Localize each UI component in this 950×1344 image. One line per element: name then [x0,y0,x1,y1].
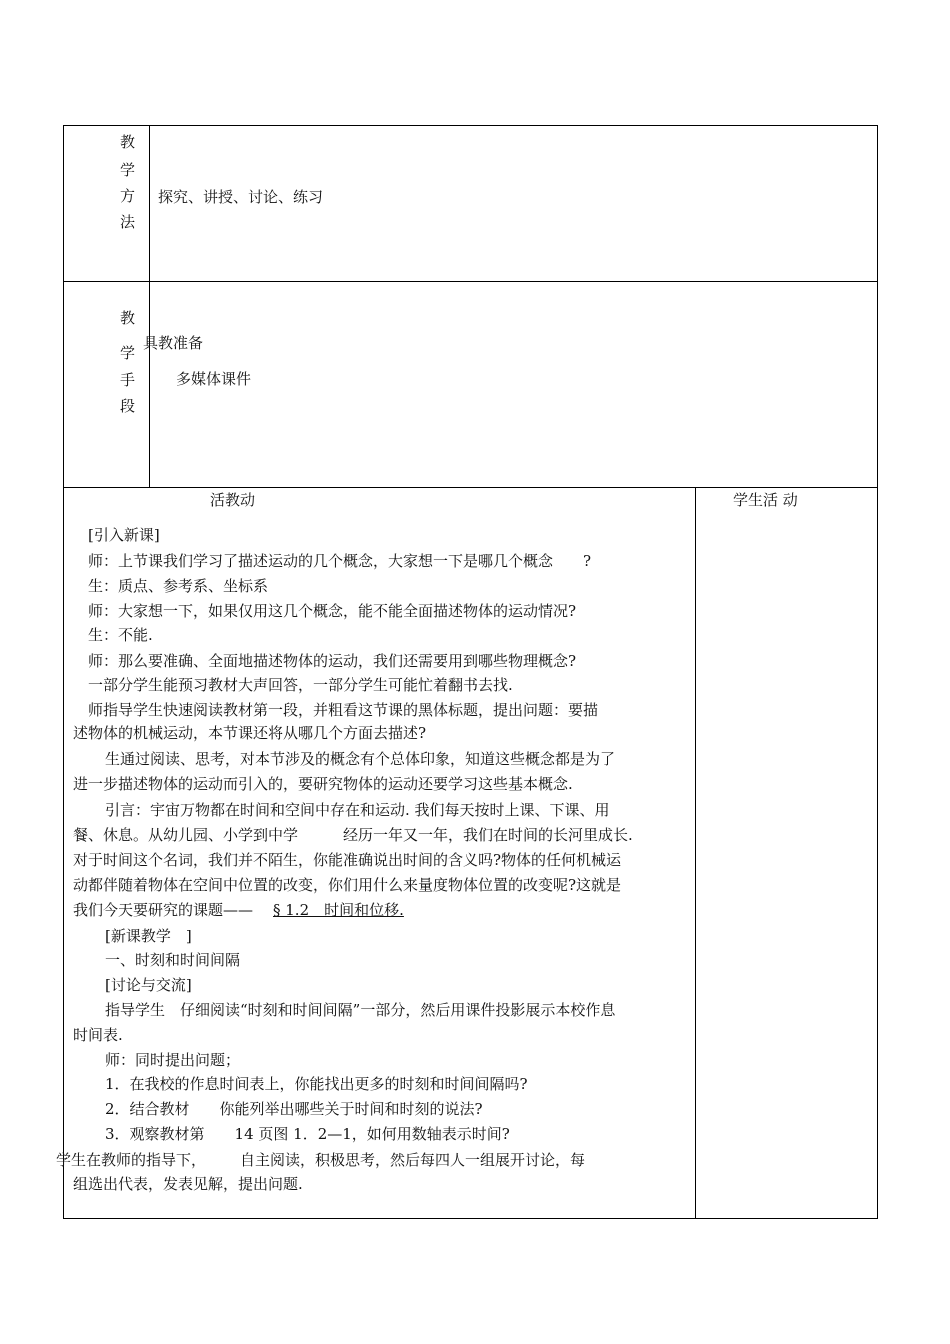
body-line: 师：大家想一下，如果仅用这几个概念，能不能全面描述物体的运动情况? [88,602,577,620]
means-label-char: 学 [120,344,136,362]
body-line: 师：上节课我们学习了描述运动的几个概念，大家想一下是哪几个概念 ? [88,552,592,570]
body-line: [新课教学 ] [105,927,192,945]
body-line: 组选出代表，发表见解，提出问题. [73,1175,303,1193]
body-line: 3．观察教材第 14 页图 1．2—1，如何用数轴表示时间? [105,1125,510,1143]
body-line: 一、时刻和时间间隔 [105,951,241,969]
method-label-char: 教 [120,133,136,151]
body-line: 时间表. [73,1026,123,1044]
body-line: 动都伴随着物体在空间中位置的改变，你们用什么来量度物体位置的改变呢?这就是 [73,876,622,894]
method-label-char: 学 [120,161,136,179]
body-line: 自主阅读，积极思考，然后每四人一组展开讨论，每 [240,1151,586,1169]
body-line: 对于时间这个名词，我们并不陌生，你能准确说出时间的含义吗?物体的任何机械运 [73,851,622,869]
body-line: 我们今天要研究的课题—— [73,901,254,919]
body-line: 学生在教师的指导下， [56,1151,207,1169]
lesson-title-link: § 1.2 时间和位移. [273,901,404,919]
body-line: [讨论与交流] [105,976,192,994]
body-line: [引入新课] [88,526,160,544]
body-line: 生：不能. [88,626,153,644]
body-line: 一部分学生能预习教材大声回答，一部分学生可能忙着翻书去找. [88,676,513,694]
body-line: 师：同时提出问题； [105,1051,241,1069]
method-label-char: 方 [120,187,136,205]
row-divider-1 [63,281,878,282]
row-divider-2 [63,487,878,488]
teacher-activity-header: 活教动 [210,491,256,509]
body-line: 师：那么要准确、全面地描述物体的运动，我们还需要用到哪些物理概念? [88,652,577,670]
method-value: 探究、讲授、讨论、练习 [158,188,324,206]
method-label-char: 法 [120,213,136,231]
body-line: 指导学生 仔细阅读“时刻和时间间隔”一部分，然后用课件投影展示本校作息 [105,1001,616,1019]
means-overlap-text: 具教准备 [143,334,204,352]
body-line: 引言：宇宙万物都在时间和空间中存在和运动. 我们每天按时上课、下课、用 [105,801,610,819]
table-border-right [877,125,878,1219]
means-label-char: 段 [120,397,136,415]
table-border-top [63,125,878,126]
body-line: 生通过阅读、思考，对本节涉及的概念有个总体印象，知道这些概念都是为了 [105,750,616,768]
body-line: 生：质点、参考系、坐标系 [88,577,269,595]
table-border-bottom [63,1218,878,1219]
student-column-divider [695,487,696,1218]
table-border-left [63,125,64,1219]
body-line: 述物体的机械运动，本节课还将从哪几个方面去描述? [73,724,427,742]
means-value: 多媒体课件 [176,370,252,388]
label-column-divider [149,125,150,487]
body-line: 师指导学生快速阅读教材第一段，并粗看这节课的黑体标题，提出问题：要描 [88,701,599,719]
body-line: 餐、休息。从幼儿园、小学到中学 经历一年又一年，我们在时间的长河里成长. [73,826,633,844]
body-line: 2．结合教材 你能列举出哪些关于时间和时刻的说法? [105,1100,483,1118]
body-line: 1．在我校的作息时间表上，你能找出更多的时刻和时间间隔吗? [105,1075,528,1093]
student-activity-header: 学生活 动 [733,491,798,509]
means-label-char: 教 [120,309,136,327]
means-label-char: 手 [120,371,136,389]
body-line: 进一步描述物体的运动而引入的，要研究物体的运动还要学习这些基本概念. [73,775,573,793]
